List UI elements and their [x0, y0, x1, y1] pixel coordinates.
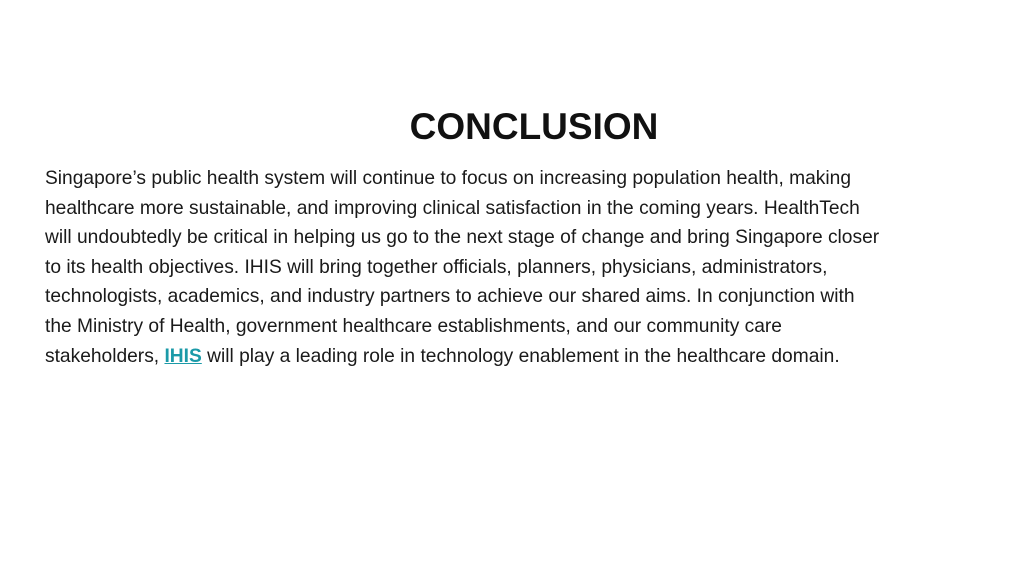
paragraph-line: to its health objectives. IHIS will bring together officials, planners, physicians, administrators, — [45, 256, 828, 278]
last-line-after-text: will play a leading role in technology enablement in the healthcare domain. — [201, 345, 840, 367]
paragraph-line: technologists, academics, and industry partners to achieve our shared aims. In conjunction with — [45, 286, 855, 308]
paragraph-line: will undoubtedly be critical in helping us go to the next stage of change and bring Singapore closer — [45, 227, 880, 249]
ihis-link[interactable]: IHIS — [164, 345, 202, 367]
conclusion-paragraph — [45, 164, 985, 371]
paragraph-line: healthcare more sustainable, and improving clinical satisfaction in the coming years. HealthTech — [45, 197, 860, 219]
paragraph-last-line — [45, 342, 985, 372]
paragraph-line: the Ministry of Health, government healthcare establishments, and our community care — [45, 315, 782, 337]
slide-title: CONCLUSION — [409, 106, 659, 147]
paragraph-line: Singapore’s public health system will continue to focus on increasing population health, making — [45, 168, 852, 189]
last-line-before-text: stakeholders, — [45, 345, 165, 367]
